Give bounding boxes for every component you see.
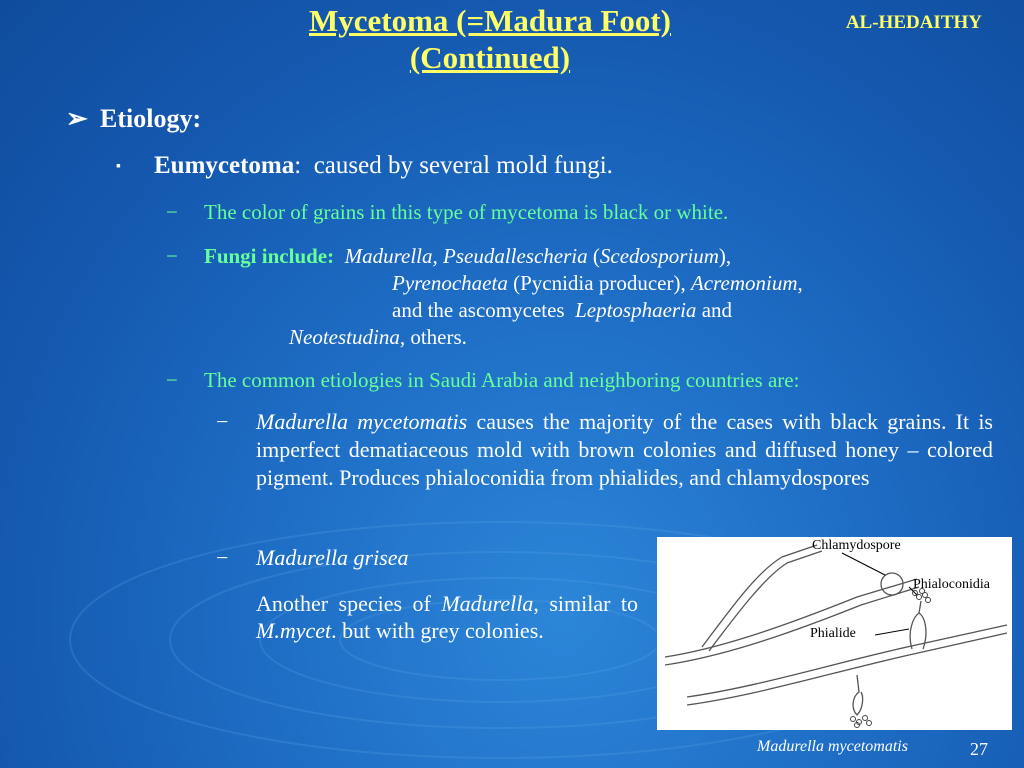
madurella-mycetomatis-name: Madurella mycetomatis	[256, 409, 468, 434]
grisea-text-mmycet: M.mycet	[256, 618, 332, 643]
figure-caption: Madurella mycetomatis	[757, 738, 908, 755]
grisea-text-madurella: Madurella	[441, 591, 534, 616]
arrow-bullet-icon: ➢	[66, 104, 88, 133]
label-pointers	[842, 553, 917, 635]
madurella-mycetomatis-text: causes the majority of the cases with black grains. It is imperfect dematiaceous mold with brown colonies and diffused honey – colored pigment. Produces phialoconidia from phialides, and chlamydospores	[256, 409, 993, 490]
fungi-name-scedosporium: Scedosporium	[599, 244, 719, 268]
eumycetoma-term: Eumycetoma	[154, 152, 295, 179]
dash-bullet: −	[166, 200, 178, 224]
grisea-text-c: , similar to	[533, 591, 638, 616]
fungi-and-text: and	[696, 298, 733, 322]
grisea-text-e: . but with grey colonies.	[331, 618, 544, 643]
fungi-name-pyrenochaeta: Pyrenochaeta	[392, 271, 508, 295]
author-label: AL-HEDAITHY	[845, 12, 982, 33]
grisea-text-a: Another species of	[256, 591, 442, 616]
fungi-name-madurella: Madurella, Pseudallescheria	[344, 244, 588, 268]
madurella-mycetomatis-paragraph	[256, 408, 993, 492]
fungi-line-3	[392, 297, 732, 324]
fungi-line-4	[289, 324, 467, 351]
label-phialide: Phialide	[810, 626, 856, 641]
title-line-1: Mycetoma (=Madura Foot)	[309, 3, 671, 38]
slide-title	[230, 2, 750, 76]
dash-bullet: −	[216, 409, 229, 434]
fungi-line-2	[392, 270, 803, 297]
fungi-others-text: , others.	[399, 325, 467, 349]
grain-color-text: The color of grains in this type of mycetoma is black or white.	[204, 200, 729, 224]
fungi-comma: ,	[797, 271, 803, 295]
madurella-grisea-heading	[256, 544, 409, 572]
label-chlamydospore: Chlamydospore	[812, 538, 901, 553]
eumycetoma-item	[116, 152, 613, 180]
dash-bullet: −	[166, 244, 178, 268]
hypha-upper	[702, 545, 817, 647]
common-etiologies-text: The common etiologies in Saudi Arabia and neighboring countries are:	[204, 368, 800, 392]
fungi-name-leptosphaeria: Leptosphaeria	[575, 298, 697, 322]
fungi-pycnidia-text: (Pycnidia producer),	[507, 271, 691, 295]
eumycetoma-colon: :	[294, 152, 302, 179]
fungi-paren-close: ),	[718, 244, 732, 268]
madurella-grisea-name: Madurella grisea	[256, 545, 409, 570]
dash-bullet: −	[216, 545, 229, 570]
fungi-name-neotestudina: Neotestudina	[289, 325, 400, 349]
fungi-name-acremonium: Acremonium	[690, 271, 798, 295]
fungi-line-1	[204, 243, 731, 270]
square-bullet-icon: ▪	[116, 159, 121, 175]
title-line-2: (Continued)	[409, 40, 571, 75]
fungi-paren-open: (	[587, 244, 600, 268]
fungi-label: Fungi include:	[204, 244, 335, 268]
page-number: 27	[970, 739, 988, 759]
label-phialoconidia: Phialoconidia	[913, 577, 990, 592]
dash-bullet: −	[166, 368, 178, 392]
etiology-heading-text: Etiology:	[100, 104, 202, 133]
eumycetoma-text: caused by several mold fungi.	[313, 152, 613, 179]
fungi-ascomycetes-text: and the ascomycetes	[392, 298, 576, 322]
etiology-heading	[66, 104, 201, 134]
madurella-grisea-paragraph	[256, 590, 638, 644]
